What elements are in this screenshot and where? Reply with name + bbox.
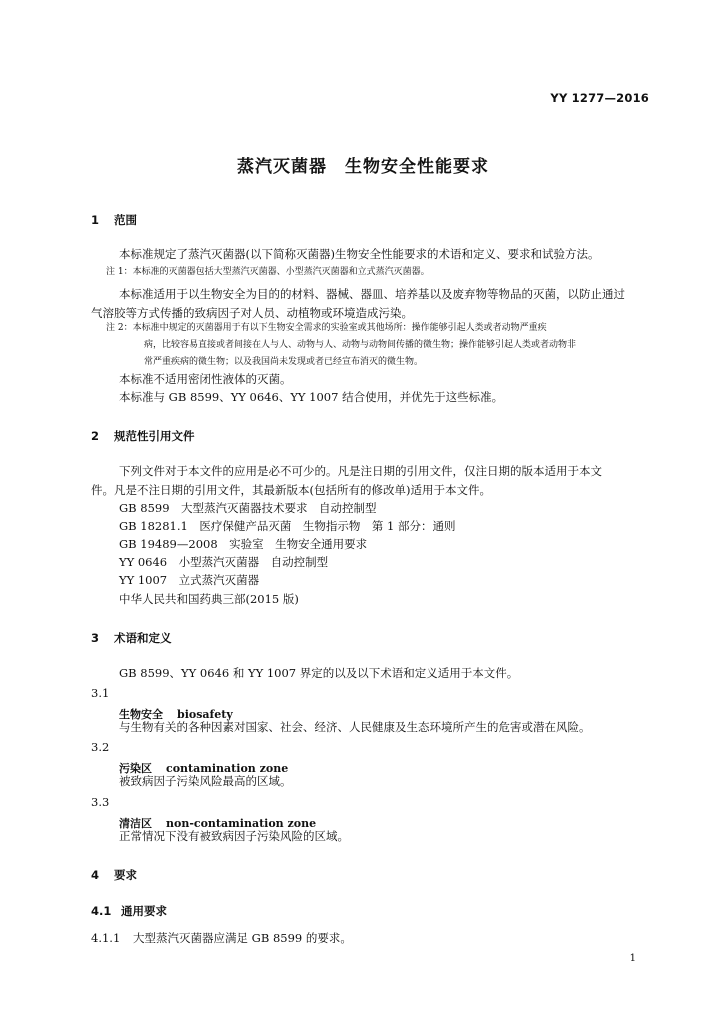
reference-item: GB 19489—2008 实验室 生物安全通用要求 (119, 537, 368, 551)
term-definition: 与生物有关的各种因素对国家、社会、经济、人民健康及生态环境所产生的危害或潜在风险。 (119, 720, 591, 734)
paragraph: 本标准不适用密闭性液体的灭菌。 (119, 372, 292, 386)
paragraph-continuation: 件。凡是不注日期的引用文件，其最新版本(包括所有的修改单)适用于本文件。 (91, 483, 491, 497)
note: 注 2：本标准中规定的灭菌器用于有以下生物安全需求的实验室或其他场所：操作能够引起人类或者动物严重疾 (106, 323, 547, 333)
term-chinese: 清洁区 (119, 817, 152, 830)
section-number: 1 (91, 213, 100, 227)
term-definition: 被致病因子污染风险最高的区域。 (119, 774, 292, 788)
standard-number: YY 1277—2016 (550, 91, 649, 105)
clause-number: 4.1.1 (91, 931, 121, 945)
reference-item: YY 1007 立式蒸汽灭菌器 (119, 573, 260, 587)
term-chinese: 污染区 (119, 762, 152, 775)
paragraph: GB 8599、YY 0646 和 YY 1007 界定的以及以下术语和定义适用于本文件。 (119, 666, 519, 680)
section-number: 3 (91, 631, 100, 645)
subsection-title: 通用要求 (121, 904, 167, 918)
term-definition: 正常情况下没有被致病因子污染风险的区域。 (119, 829, 349, 843)
note: 注 1：本标准的灭菌器包括大型蒸汽灭菌器、小型蒸汽灭菌器和立式蒸汽灭菌器。 (106, 267, 430, 277)
section-2-heading (91, 428, 195, 444)
paragraph: 本标准规定了蒸汽灭菌器(以下简称灭菌器)生物安全性能要求的术语和定义、要求和试验方法。 (119, 247, 600, 261)
page-number: 1 (629, 953, 636, 964)
clause-text: 大型蒸汽灭菌器应满足 GB 8599 的要求。 (133, 931, 352, 945)
reference-item: YY 0646 小型蒸汽灭菌器 自动控制型 (119, 555, 329, 569)
subsection-4-1-heading (91, 903, 167, 919)
clause-4-1-1 (91, 928, 352, 948)
section-4-heading (91, 867, 137, 883)
paragraph: 下列文件对于本文件的应用是必不可少的。凡是注日期的引用文件，仅注日期的版本适用于本文 (119, 464, 602, 478)
section-number: 2 (91, 429, 100, 443)
term-chinese: 生物安全 (119, 708, 163, 721)
document-title: 蒸汽灭菌器 生物安全性能要求 (237, 157, 489, 177)
term-english: contamination zone (166, 762, 289, 775)
section-title: 术语和定义 (114, 631, 172, 645)
reference-item: GB 8599 大型蒸汽灭菌器技术要求 自动控制型 (119, 501, 377, 515)
term-number: 3.3 (91, 795, 110, 809)
term-english: biosafety (177, 708, 233, 721)
subsection-number: 4.1 (91, 904, 112, 918)
section-title: 要求 (114, 868, 137, 882)
section-title: 范围 (114, 213, 137, 227)
note-continuation: 病，比较容易直接或者间接在人与人、动物与人、动物与动物间传播的微生物；操作能够引起人类或者动物非 (144, 340, 577, 350)
term-number: 3.2 (91, 740, 110, 754)
section-1-heading (91, 212, 137, 228)
section-number: 4 (91, 868, 100, 882)
note-continuation: 常严重疾病的微生物；以及我国尚未发现或者已经宣布消灭的微生物。 (144, 357, 424, 367)
section-3-heading (91, 630, 172, 646)
term-number: 3.1 (91, 686, 110, 700)
paragraph: 本标准与 GB 8599、YY 0646、YY 1007 结合使用，并优先于这些标准。 (119, 390, 504, 404)
section-title: 规范性引用文件 (114, 429, 195, 443)
paragraph: 本标准适用于以生物安全为目的的材料、器械、器皿、培养基以及废弃物等物品的灭菌，以防止通过 (119, 287, 625, 301)
reference-item: 中华人民共和国药典三部(2015 版) (119, 592, 299, 606)
paragraph-continuation: 气溶胶等方式传播的致病因子对人员、动植物或环境造成污染。 (91, 306, 413, 320)
term-english: non-contamination zone (166, 817, 317, 830)
reference-item: GB 18281.1 医疗保健产品灭菌 生物指示物 第 1 部分：通则 (119, 519, 456, 533)
